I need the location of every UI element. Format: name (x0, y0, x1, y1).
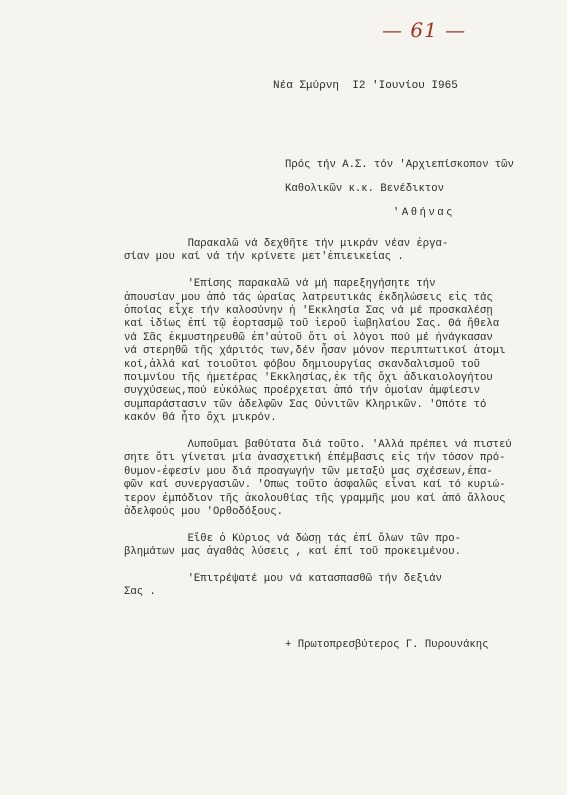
body-line: ὁποίας εἶχε τήν καλοσύνην ἡ 'Εκκλησία Σας νά μέ προσκαλέσῃ (124, 305, 493, 317)
body-line: καί ἰδίως ἐπί τῷ ἑορτασμῷ τοῦ ἱεροῦ ἰωβηλαίου Σας. Θά ἤθελα (124, 318, 500, 331)
addressee-line-2: Καθολικῶν κ.κ. Βενέδικτον (285, 183, 444, 195)
body-line: Παρακαλῶ νά δεχθῆτε τήν μικράν νέαν ἐργα- (124, 238, 449, 250)
body-line: Εἴθε ὁ Κύριος νά δώσῃ τάς ἐπί ὅλων τῶν προ- (124, 532, 461, 545)
body-line: ἀδελφούς μου 'Ορθοδόξους. (124, 506, 283, 518)
body-line: θυμον-ἐφεσίν μου διά προαγωγήν τῶν μεταξύ μας σχέσεων,ἐπα- (124, 465, 493, 478)
body-line: τερον ἐμπόδιον τῆς ἀκολουθίας τῆς γραμμῆς μου καί ἀπό ἄλλους (124, 492, 506, 505)
body-line: Σας . (124, 586, 156, 599)
body-line: κοί,ἀλλά καί τοιοῦτοι φόβου δημιουργίας σκανδαλισμοῦ τοῦ (124, 358, 481, 371)
body-line: συμπαράστασιν τῶν ἀδελφῶν Σας Οὐνιτῶν Κληρικῶν. 'Οπότε τό (124, 398, 487, 411)
body-line: σίαν μου καί νά τήν κρίνετε μετ'ἐπιεικείας . (124, 251, 404, 264)
body-line: Λυποῦμαι βαθύτατα διά τοῦτο. 'Αλλά πρέπει νά πιστεύ (124, 439, 512, 451)
body-line: νά στερηθῶ τῆς χάριτός των,δέν ἦσαν μόνον περιπτωτικοί ἀτομι (124, 345, 506, 358)
body-line: κακόν θά ἦτο ὄχι μικρόν. (124, 412, 277, 425)
body-line: βλημάτων μας ἀγαθάς λύσεις , καί ἐπί τοῦ προκειμένου. (124, 546, 461, 559)
body-line: 'Επιτρέψατέ μου νά κατασπασθῶ τήν δεξιάν (124, 573, 442, 585)
body-line: νά Σᾶς ἐκμυστηρευθῶ ἐπ'αὐτοῦ ὅτι οἱ λόγοι πού μέ ἠνάγκασαν (124, 331, 493, 344)
page-number: — 61 — (382, 18, 467, 42)
body-line: συγχύσεως,πού εὐκόλως προέρχεται ἀπό τήν ὁμοίαν ἀμφίεσιν (124, 385, 481, 398)
signature-line: + Πρωτοπρεσβύτερος Γ. Πυρουνάκης (285, 639, 489, 651)
body-line: 'Επίσης παρακαλῶ νά μή παρεξηγήσητε τήν (124, 278, 436, 291)
addressee-city: 'Αθήνας (393, 207, 456, 219)
body-line: σητε ὅτι γίνεται μία ἀνασχετική ἐπέμβασις εἰς τήν τόσον πρό- (124, 452, 506, 465)
body-line: ποιμνίου τῆς ἡμετέρας 'Εκκλησίας,ἐκ τῆς ὄχι ἀδικαιολογήτου (124, 372, 493, 384)
body-line: ἀπουσίαν μου ἀπό τάς ὡραίας λατρευτικάς ἐκδηλώσεις εἰς τάς (124, 291, 493, 304)
addressee-line-1: Πρός τήν Α.Σ. τόν 'Αρχιεπίσκοπον τῶν (285, 159, 514, 171)
date-line: Νέα Σμύρνη Ι2 'Ιουνίου Ι965 (273, 80, 458, 92)
body-line: φῶν καί συνεργασιῶν. 'Οπως τοῦτο ἀσφαλῶς εἶναι καί τό κυριώ- (124, 479, 506, 492)
